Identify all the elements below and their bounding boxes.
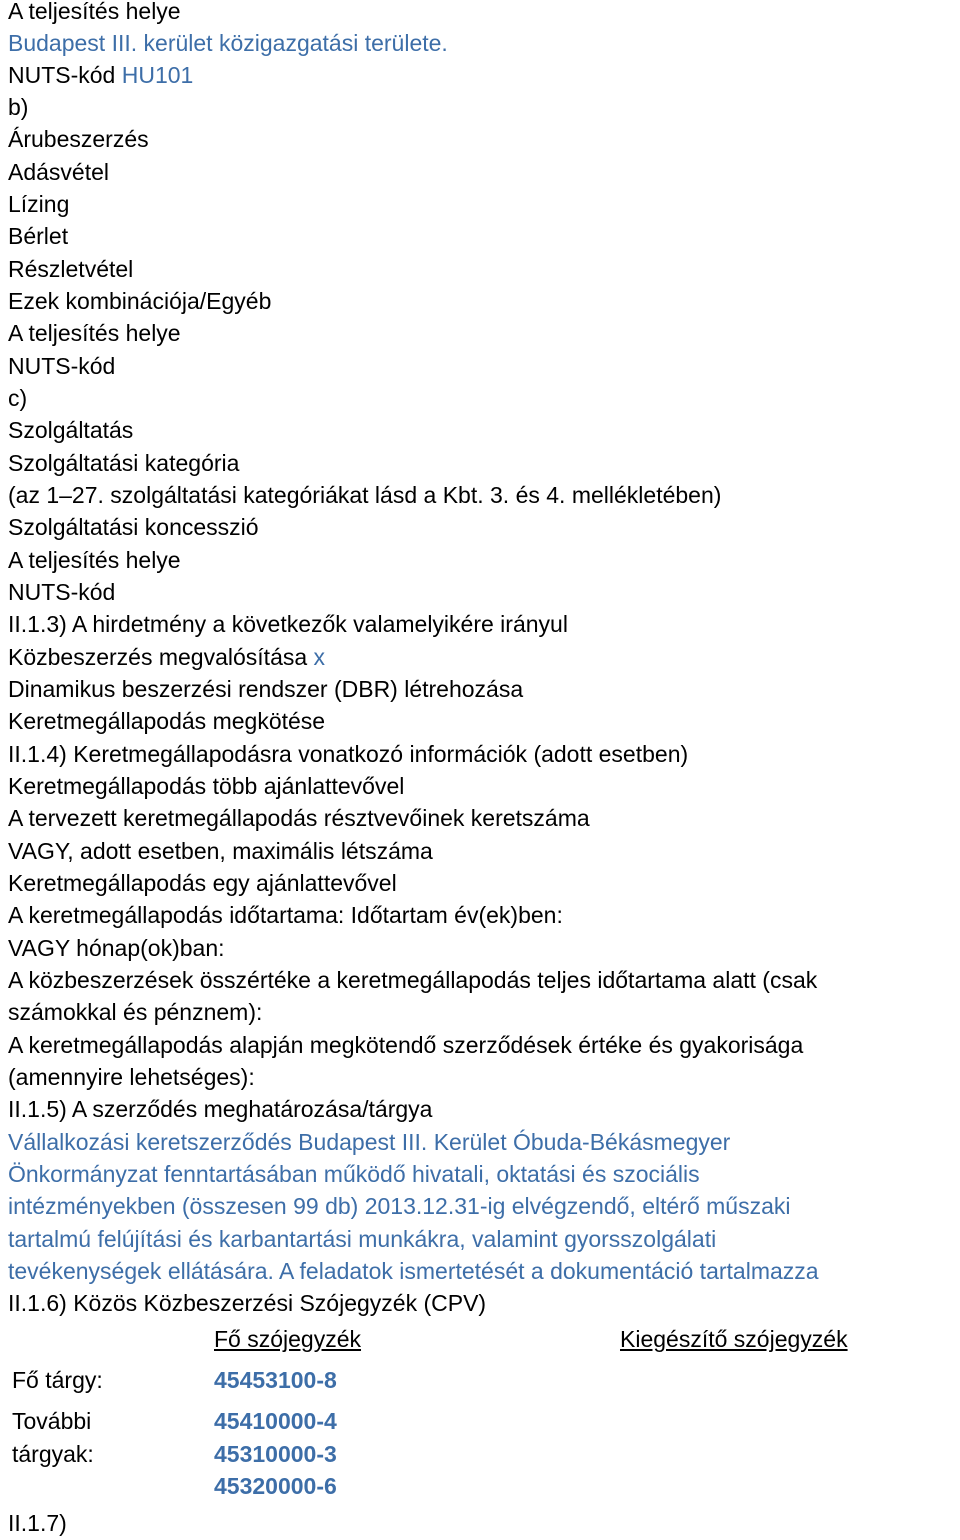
text-line: Árubeszerzés — [8, 126, 149, 152]
cpv-header-supplementary: Kiegészítő szójegyzék — [620, 1326, 848, 1352]
text-line: Keretmegállapodás megkötése — [8, 708, 326, 734]
cpv-other-label: További — [12, 1408, 92, 1434]
section-heading: II.1.4) Keretmegállapodásra vonatkozó információk (adott esetben) — [8, 741, 689, 767]
procurement-line — [8, 644, 325, 671]
text-line: VAGY hónap(ok)ban: — [8, 935, 225, 961]
nuts-code-line — [8, 62, 193, 89]
cpv-other-code: 45310000-3 — [214, 1441, 337, 1467]
contract-description: intézményekben (összesen 99 db) 2013.12.31-ig elvégzendő, eltérő műszaki — [8, 1193, 791, 1219]
text-line: A tervezett keretmegállapodás résztvevőinek keretszáma — [8, 805, 590, 831]
text-line: Lízing — [8, 191, 70, 217]
text-line: Bérlet — [8, 223, 69, 249]
nuts-label: NUTS-kód — [8, 62, 122, 88]
text-line: VAGY, adott esetben, maximális létszáma — [8, 838, 433, 864]
nuts-value: HU101 — [121, 62, 194, 88]
text-line: A közbeszerzések összértéke a keretmegállapodás teljes időtartama alatt (csak — [8, 967, 818, 993]
text-line: NUTS-kód — [8, 353, 116, 379]
text-line: c) — [8, 385, 28, 411]
place-of-performance: Budapest III. kerület közigazgatási területe. — [8, 30, 448, 56]
contract-description: tevékenységek ellátására. A feladatok ismertetését a dokumentáció tartalmazza — [8, 1258, 819, 1284]
text-line: A keretmegállapodás alapján megkötendő szerződések értéke és gyakorisága — [8, 1032, 804, 1058]
text-line: A teljesítés helye — [8, 0, 181, 24]
text-line: Keretmegállapodás egy ajánlattevővel — [8, 870, 397, 896]
cpv-header-main: Fő szójegyzék — [214, 1326, 362, 1352]
cpv-main-code: 45453100-8 — [214, 1367, 337, 1393]
text-line: Dinamikus beszerzési rendszer (DBR) létrehozása — [8, 676, 524, 702]
contract-description: Vállalkozási keretszerződés Budapest III. Kerület Óbuda-Békásmegyer — [8, 1129, 731, 1155]
contract-description: tartalmú felújítási és karbantartási munkákra, valamint gyorsszolgálati — [8, 1226, 717, 1252]
section-heading: II.1.3) A hirdetmény a következők valamelyikére irányul — [8, 611, 568, 637]
text-line: Adásvétel — [8, 159, 110, 185]
text-line: Keretmegállapodás több ajánlattevővel — [8, 773, 405, 799]
text-line: A keretmegállapodás időtartama: Időtartam év(ek)ben: — [8, 902, 563, 928]
text-line: Szolgáltatási koncesszió — [8, 514, 259, 540]
text-line: Szolgáltatási kategória — [8, 450, 240, 476]
section-heading: II.1.6) Közös Közbeszerzési Szójegyzék (CPV) — [8, 1290, 487, 1316]
cpv-other-label: tárgyak: — [12, 1441, 94, 1467]
section-heading: II.1.5) A szerződés meghatározása/tárgya — [8, 1096, 433, 1122]
cpv-other-code: 45410000-4 — [214, 1408, 337, 1434]
contract-description: Önkormányzat fenntartásában működő hivatali, oktatási és szociális — [8, 1161, 700, 1187]
text-line: Szolgáltatás — [8, 417, 134, 443]
text-line: b) — [8, 94, 29, 120]
text-line: Részletvétel — [8, 256, 134, 282]
cpv-main-label: Fő tárgy: — [12, 1367, 103, 1393]
text-line: A teljesítés helye — [8, 547, 181, 573]
text-line: Ezek kombinációja/Egyéb — [8, 288, 272, 314]
section-heading: II.1.7) — [8, 1510, 67, 1536]
selected-mark: x — [313, 644, 326, 670]
text-line: számokkal és pénznem): — [8, 999, 263, 1025]
text-line: (az 1–27. szolgáltatási kategóriákat lásd a Kbt. 3. és 4. mellékletében) — [8, 482, 722, 508]
cpv-other-code: 45320000-6 — [214, 1473, 337, 1499]
text-line: (amennyire lehetséges): — [8, 1064, 255, 1090]
text-line: A teljesítés helye — [8, 320, 181, 346]
text-line: NUTS-kód — [8, 579, 116, 605]
procurement-label: Közbeszerzés megvalósítása — [8, 644, 314, 670]
